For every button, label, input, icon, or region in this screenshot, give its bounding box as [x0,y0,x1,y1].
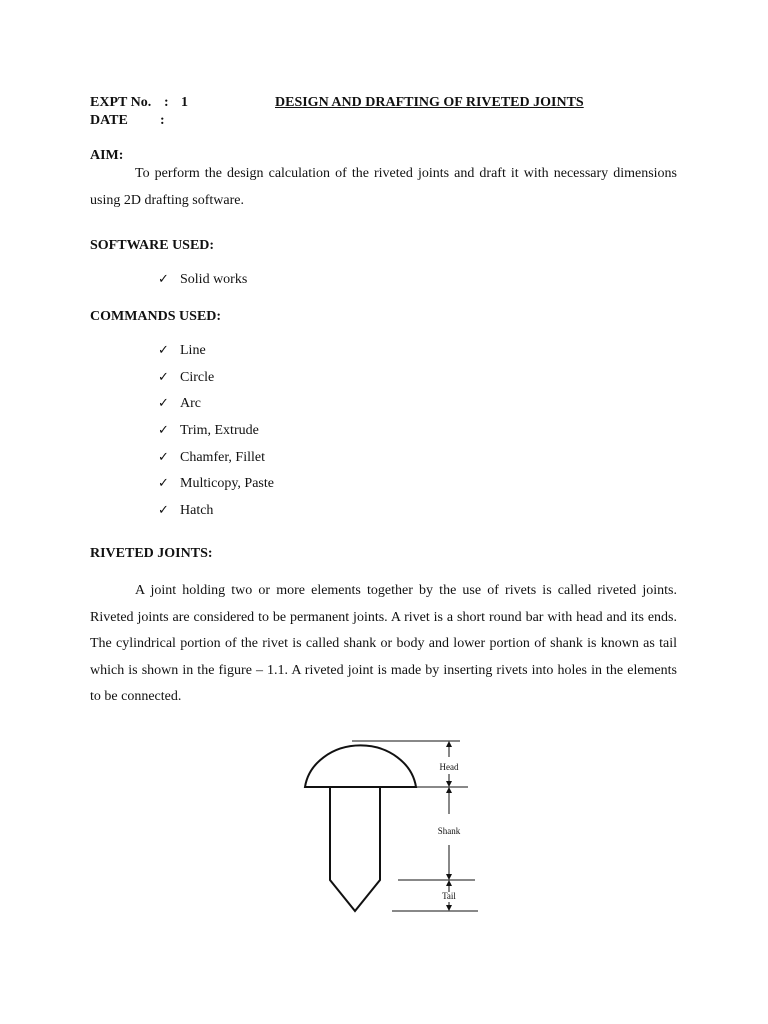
date-separator: : [160,113,165,128]
expt-number: 1 [181,95,188,110]
commands-heading: COMMANDS USED: [90,309,222,324]
list-item: ✓ Arc [158,391,274,418]
aim-heading: AIM: [90,148,124,163]
list-item: ✓ Multicopy, Paste [158,471,274,498]
riveted-paragraph: A joint holding two or more elements together by the use of rivets is called riveted joints. Riveted joints are considered to be permanent joints. A rivet is a short round bar with head and its ends. The cylindrical portion of the rivet is called shank or body and lower portion of shank is known as tail which is shown in the figure – 1.1. A riveted joint is made by inserting rivets into holes in the elements to be connected. [90,583,677,704]
list-item: ✓ Chamfer, Fillet [158,445,274,472]
label-tail: Tail [442,891,456,901]
date-label: DATE [90,113,128,128]
checkmark-icon: ✓ [158,449,169,465]
aim-paragraph: To perform the design calculation of the riveted joints and draft it with necessary dimensions using 2D drafting software. [90,166,677,208]
list-item: ✓ Hatch [158,498,274,525]
list-item: ✓ Line [158,338,274,365]
riveted-heading: RIVETED JOINTS: [90,546,213,561]
rivet-outline [305,745,416,911]
label-shank: Shank [437,826,461,836]
checkmark-icon: ✓ [158,476,169,492]
checkmark-icon: ✓ [158,272,169,287]
checkmark-icon: ✓ [158,396,169,412]
list-item: ✓ Trim, Extrude [158,418,274,445]
expt-separator: : [164,95,169,110]
list-item: ✓ Circle [158,365,274,392]
expt-label: EXPT No. [90,95,152,110]
checkmark-icon: ✓ [158,369,169,385]
page-title: DESIGN AND DRAFTING OF RIVETED JOINTS [275,95,584,110]
checkmark-icon: ✓ [158,343,169,358]
checkmark-icon: ✓ [158,503,169,519]
checkmark-icon: ✓ [158,423,169,439]
list-item: ✓ Solid works [158,267,247,294]
software-heading: SOFTWARE USED: [90,238,215,253]
label-head: Head [439,762,459,772]
